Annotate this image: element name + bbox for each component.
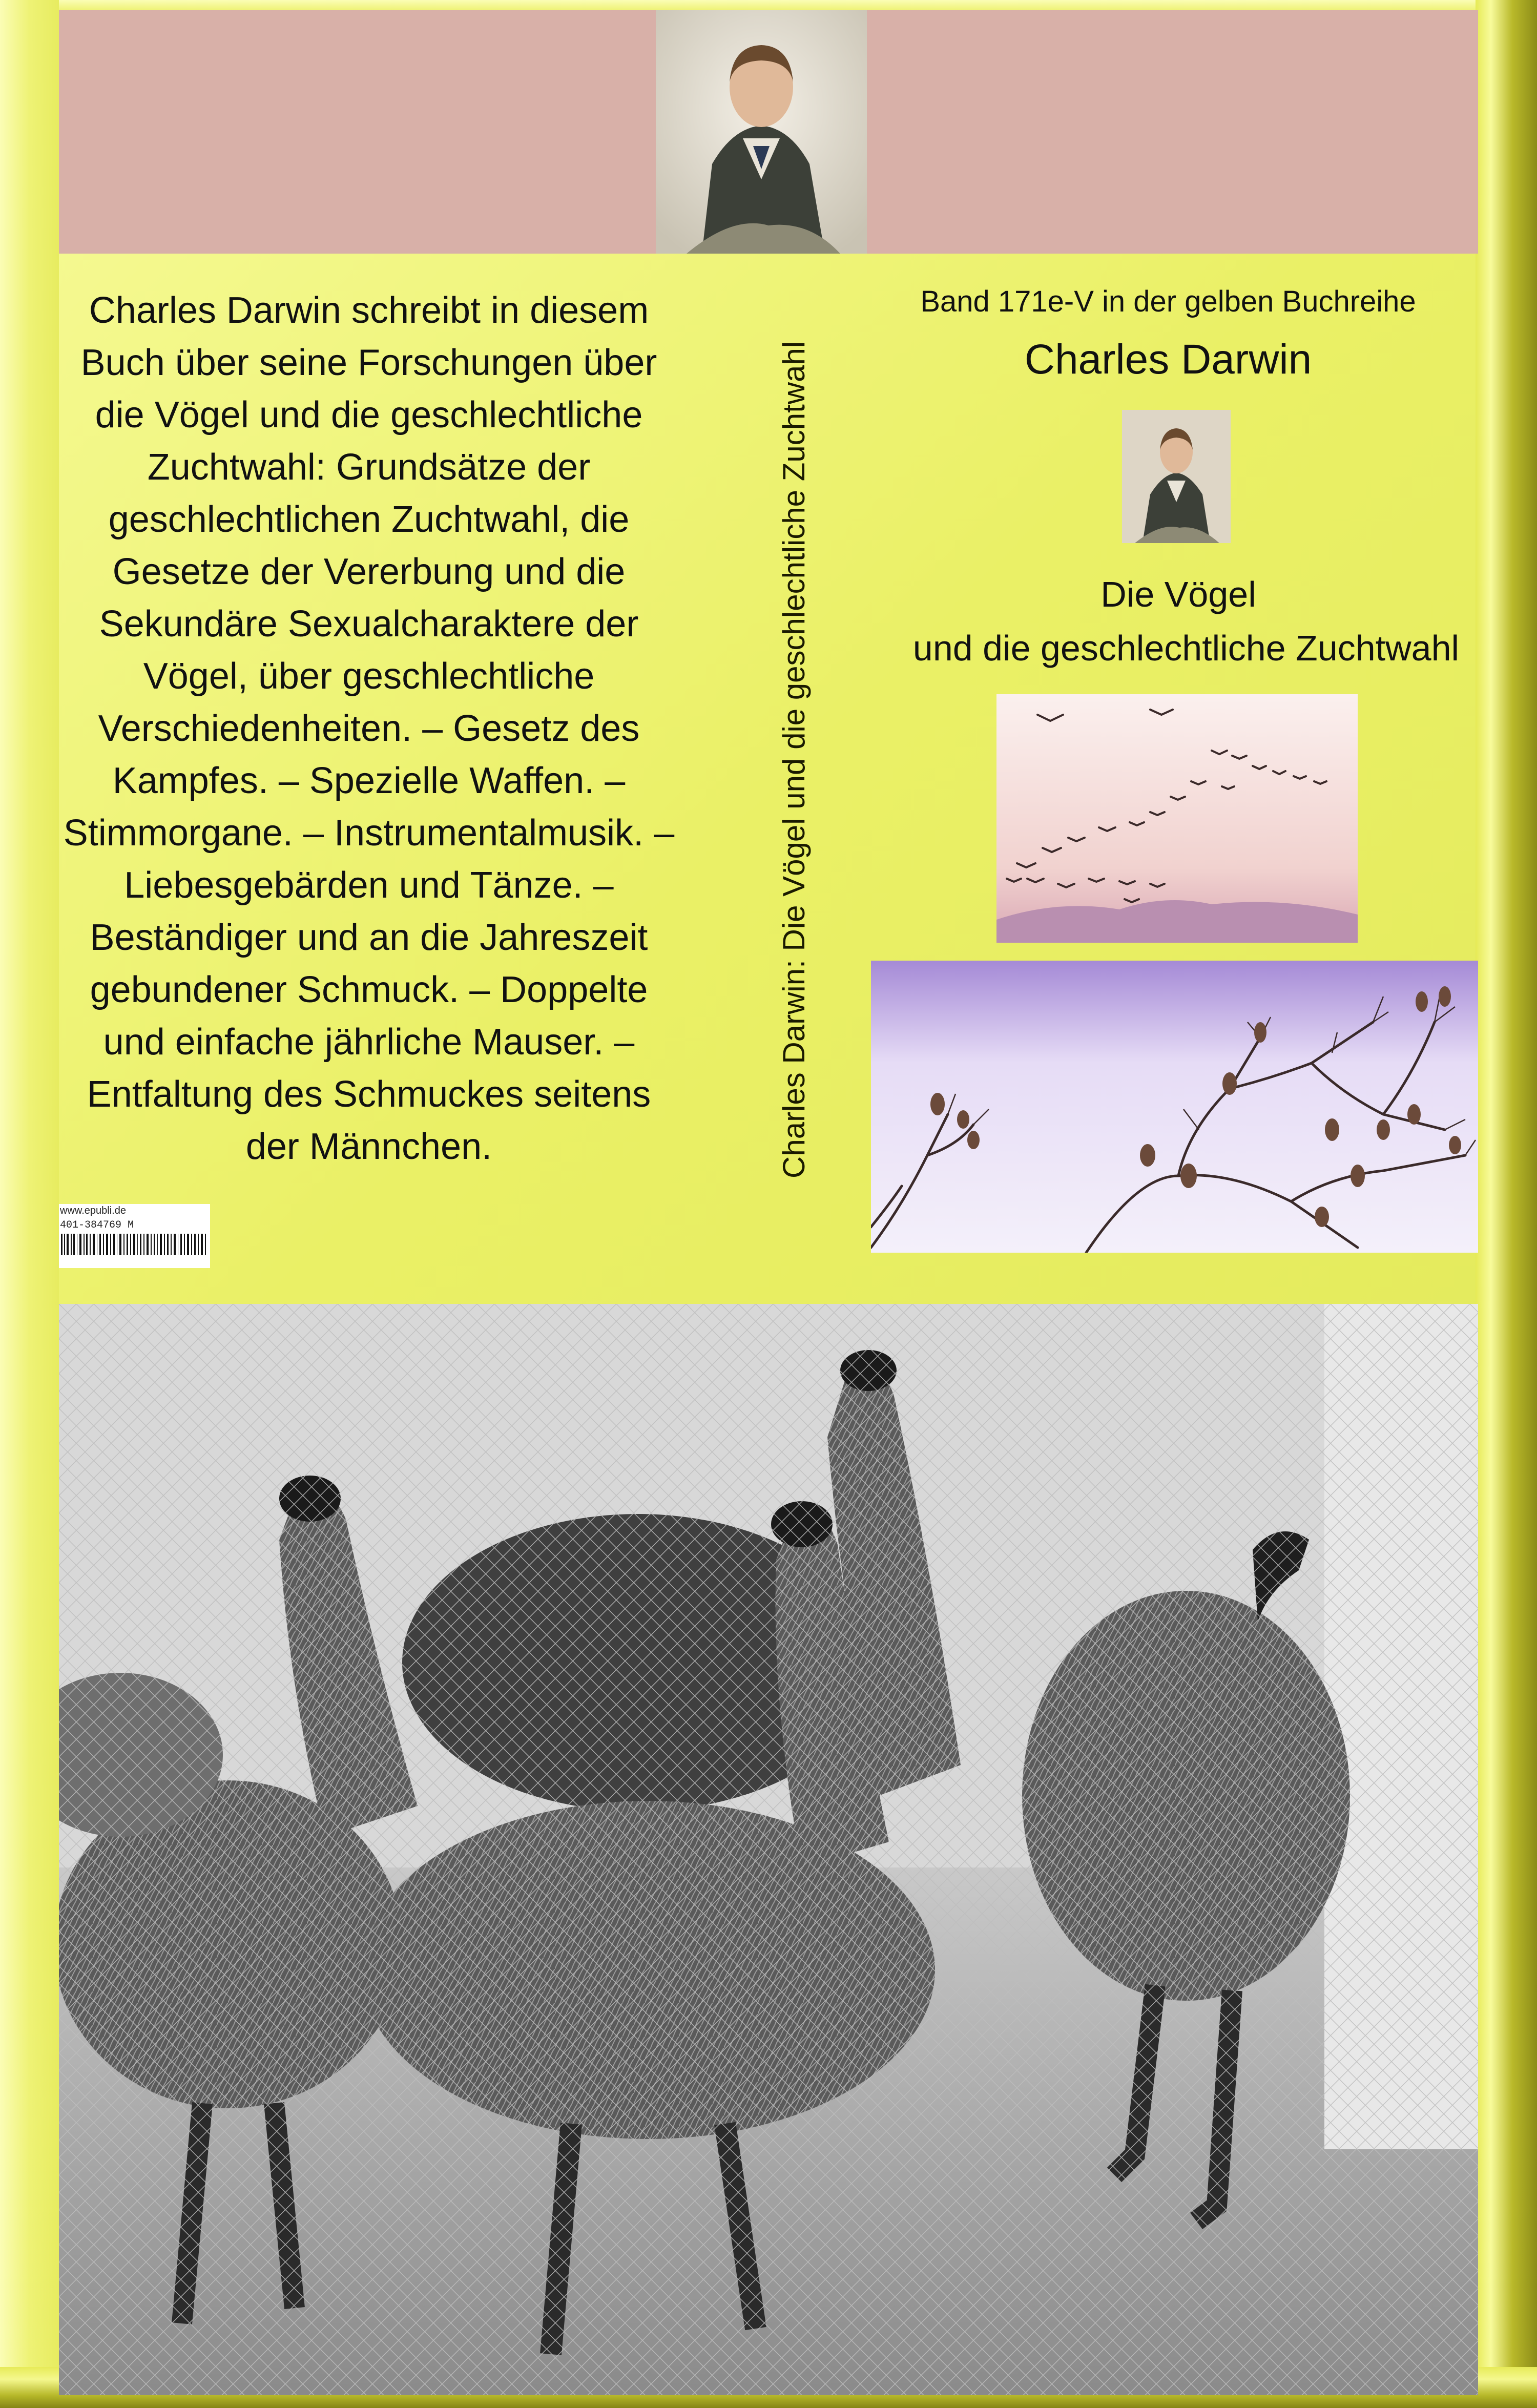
flying-geese-photo [996, 694, 1358, 943]
title-line-2: und die geschlechtliche Zuchtwahl [912, 628, 1460, 668]
frame-right-bevel [1476, 0, 1537, 2408]
barcode-bars [59, 1204, 210, 1268]
series-label: Band 171e-V in der gelben Buchreihe [920, 285, 1416, 318]
barcode-url: www.epubli.de [60, 1205, 126, 1216]
darwin-portrait-top [656, 10, 867, 254]
title-line-1: Die Vögel [1100, 574, 1256, 614]
frame-left-edge [0, 0, 59, 2408]
emus-behind-fence-photo [59, 1304, 1478, 2395]
birds-on-branches-photo [871, 961, 1478, 1253]
frame-top-edge [0, 0, 1537, 10]
author-name: Charles Darwin [1024, 336, 1312, 383]
back-cover-blurb: Charles Darwin schreibt in diesem Buch über seine Forschungen über die Vögel und die geschlechtliche Zuchtwahl: Grundsätze der geschlechtlichen Zuchtwahl, die Gesetze der Vererbung und die Sekundäre Sexualcharaktere der Vögel, über geschlechtliche Verschiedenheiten. – Gesetz des Kampfes. – Spezielle Waffen. – Stimmorgane. – Instrumentalmusik. – Liebesgebärden und Tänze. – Beständiger und an die Jahreszeit gebundener Schmuck. – Doppelte und einfache jährliche Mauser. – Entfaltung des Schmuckes seitens der Männchen. [63, 290, 675, 1167]
barcode-number: 401-384769 M [60, 1219, 134, 1231]
spine-text: Charles Darwin: Die Vögel und die geschlechtliche Zuchtwahl [777, 341, 811, 1178]
darwin-portrait-small [1122, 410, 1231, 543]
barcode [59, 1204, 210, 1268]
